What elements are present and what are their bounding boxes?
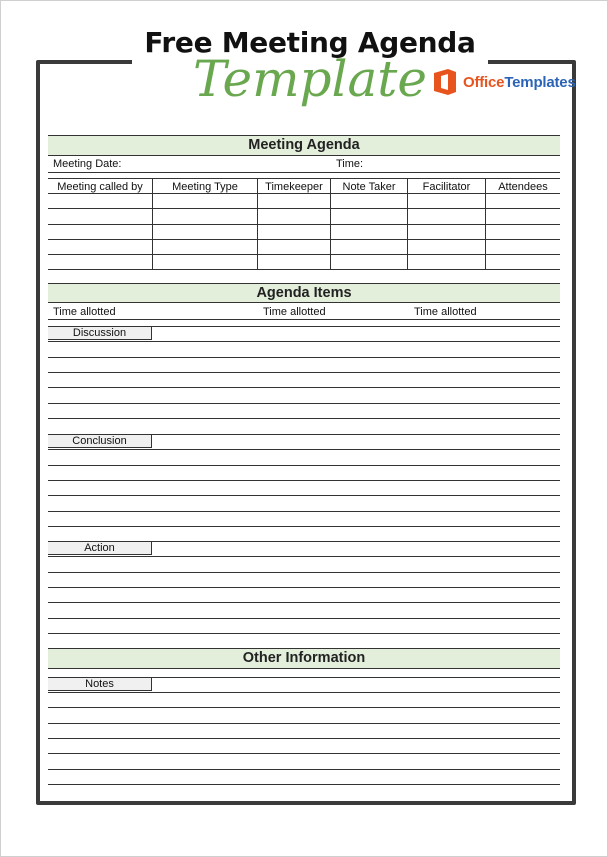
writing-line bbox=[48, 495, 560, 496]
table-col-divider bbox=[485, 178, 486, 269]
table-col-divider bbox=[330, 178, 331, 269]
rule bbox=[48, 172, 560, 173]
time-allotted-label-1: Time allotted bbox=[53, 306, 116, 318]
office-templates-logo bbox=[432, 67, 576, 97]
rule bbox=[48, 326, 560, 327]
logo-text bbox=[463, 74, 576, 91]
writing-line bbox=[48, 403, 560, 404]
col-attendees: Attendees bbox=[498, 181, 548, 193]
rule bbox=[48, 434, 560, 435]
col-meeting-called-by: Meeting called by bbox=[57, 181, 143, 193]
discussion-label: Discussion bbox=[48, 326, 152, 340]
table-row bbox=[48, 254, 560, 255]
writing-line bbox=[48, 465, 560, 466]
col-facilitator: Facilitator bbox=[422, 181, 471, 193]
writing-line bbox=[48, 418, 560, 419]
logo-text-templates: Templates bbox=[504, 73, 576, 91]
writing-line bbox=[48, 784, 560, 785]
meeting-date-label: Meeting Date: bbox=[53, 158, 122, 170]
rule bbox=[48, 677, 560, 678]
table-row bbox=[48, 224, 560, 225]
time-allotted-label-2: Time allotted bbox=[263, 306, 326, 318]
rule bbox=[48, 692, 560, 693]
meeting-time-label: Time: bbox=[336, 158, 364, 170]
writing-line bbox=[48, 587, 560, 588]
rule bbox=[48, 541, 560, 542]
table-row bbox=[48, 239, 560, 240]
table-row bbox=[48, 193, 560, 194]
rule bbox=[48, 178, 560, 179]
time-allotted-label-3: Time allotted bbox=[414, 306, 477, 318]
table-col-divider bbox=[407, 178, 408, 269]
table-row bbox=[48, 208, 560, 209]
writing-line bbox=[48, 572, 560, 573]
other-information-header: Other Information bbox=[48, 648, 560, 669]
conclusion-label: Conclusion bbox=[48, 434, 152, 448]
col-timekeeper: Timekeeper bbox=[265, 181, 323, 193]
rule bbox=[48, 556, 560, 557]
script-subtitle: Template bbox=[193, 50, 427, 108]
writing-line bbox=[48, 707, 560, 708]
col-note-taker: Note Taker bbox=[342, 181, 396, 193]
writing-line bbox=[48, 753, 560, 754]
writing-line bbox=[48, 738, 560, 739]
agenda-items-header: Agenda Items bbox=[48, 283, 560, 303]
col-meeting-type: Meeting Type bbox=[172, 181, 238, 193]
logo-text-office: Office bbox=[463, 73, 505, 91]
writing-line bbox=[48, 511, 560, 512]
rule bbox=[48, 341, 560, 342]
writing-line bbox=[48, 387, 560, 388]
writing-line bbox=[48, 633, 560, 634]
writing-line bbox=[48, 357, 560, 358]
writing-line bbox=[48, 526, 560, 527]
page-title: Free Meeting Agenda bbox=[144, 26, 476, 59]
rule bbox=[48, 319, 560, 320]
table-col-divider bbox=[257, 178, 258, 269]
meeting-agenda-header: Meeting Agenda bbox=[48, 135, 560, 156]
writing-line bbox=[48, 372, 560, 373]
table-row bbox=[48, 269, 560, 270]
office-logo-icon bbox=[432, 68, 458, 96]
writing-line bbox=[48, 723, 560, 724]
table-col-divider bbox=[152, 178, 153, 269]
rule bbox=[48, 449, 560, 450]
writing-line bbox=[48, 602, 560, 603]
action-label: Action bbox=[48, 541, 152, 555]
writing-line bbox=[48, 618, 560, 619]
writing-line bbox=[48, 769, 560, 770]
writing-line bbox=[48, 480, 560, 481]
notes-label: Notes bbox=[48, 677, 152, 691]
